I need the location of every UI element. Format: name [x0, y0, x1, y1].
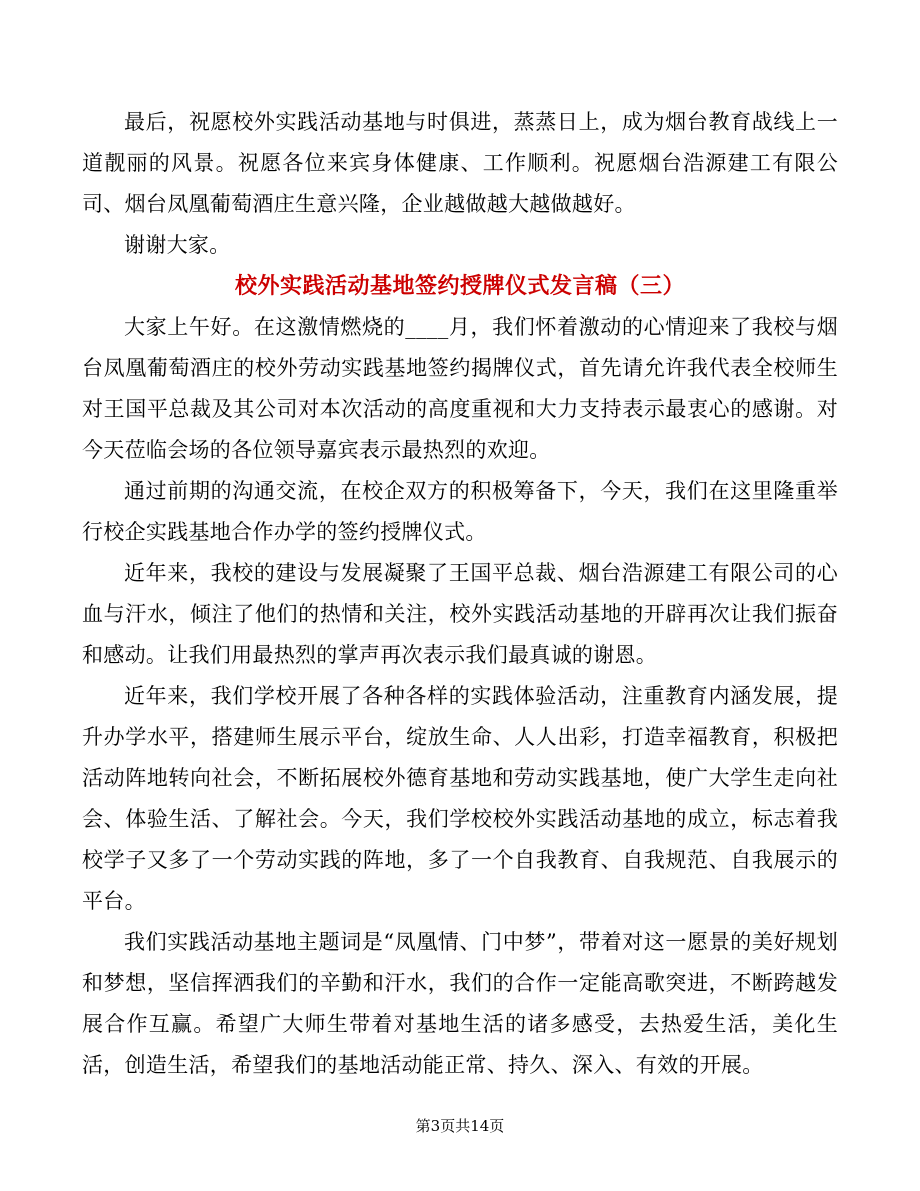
paragraph: 最后，祝愿校外实践活动基地与时俱进，蒸蒸日上，成为烟台教育战线上一道靓丽的风景。祝愿各位来宾身体健康、工作顺利。祝愿烟台浩源建工有限公司、烟台凤凰葡萄酒庄生意兴隆，企业越做越大越做越好。	[82, 110, 838, 216]
page-number: 第3页共14页	[415, 1117, 505, 1135]
paragraph: 谢谢大家。	[124, 233, 231, 257]
paragraph: 近年来，我校的建设与发展凝聚了王国平总裁、烟台浩源建工有限公司的心血与汗水，倾注了他们的热情和关注，校外实践活动基地的开辟再次让我们振奋和感动。让我们用最热烈的掌声再次表示我们最真诚的谢恩。	[82, 561, 838, 667]
paragraph: 近年来，我们学校开展了各种各样的实践体验活动，注重教育内涵发展，提升办学水平，搭建师生展示平台，绽放生命、人人出彩，打造幸福教育，积极把活动阵地转向社会，不断拓展校外德育基地和劳动实践基地，使广大学生走向社会、体验生活、了解社会。今天，我们学校校外实践活动基地的成立，标志着我校学子又多了一个劳动实践的阵地，多了一个自我教育、自我规范、自我展示的平台。	[82, 684, 838, 913]
document-body	[82, 102, 838, 1086]
paragraph: 我们实践活动基地主题词是“凤凰情、门中梦”，带着对这一愿景的美好规划和梦想，坚信挥洒我们的辛勤和汗水，我们的合作一定能高歌突进，不断跨越发展合作互赢。希望广大师生带着对基地生活的诸多感受，去热爱生活，美化生活，创造生活，希望我们的基地活动能正常、持久、深入、有效的开展。	[82, 930, 838, 1077]
section-title: 校外实践活动基地签约授牌仪式发言稿（三）	[234, 273, 685, 299]
paragraph: 大家上午好。在这激情燃烧的____月，我们怀着激动的心情迎来了我校与烟台凤凰葡萄酒庄的校外劳动实践基地签约揭牌仪式，首先请允许我代表全校师生对王国平总裁及其公司对本次活动的高度重视和大力支持表示最衷心的感谢。对今天莅临会场的各位领导嘉宾表示最热烈的欢迎。	[82, 315, 838, 462]
paragraph: 通过前期的沟通交流，在校企双方的积极筹备下，今天，我们在这里隆重举行校企实践基地合作办学的签约授牌仪式。	[82, 479, 838, 544]
